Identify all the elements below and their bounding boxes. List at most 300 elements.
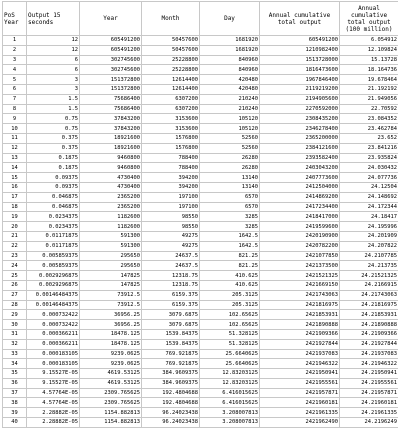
table-row <box>3 339 399 349</box>
cell-pos-year[interactable]: 38 <box>3 398 27 408</box>
cell-pos-year[interactable]: 36 <box>3 378 27 388</box>
cell-pos-year[interactable]: 16 <box>3 182 27 192</box>
cell-day[interactable]: 6.416015625 <box>200 398 260 408</box>
cell-cumulative[interactable]: 2419599600 <box>260 222 340 232</box>
cell-output[interactable]: 0.0029296875 <box>27 271 80 281</box>
cell-month[interactable]: 788400 <box>142 163 200 173</box>
cell-cumulative-100m[interactable]: 23.084352 <box>340 114 399 124</box>
cell-output[interactable]: 0.75 <box>27 114 80 124</box>
cell-cumulative[interactable]: 1967846400 <box>260 75 340 85</box>
cell-cumulative-100m[interactable]: 23.841216 <box>340 143 399 153</box>
cell-cumulative-100m[interactable]: 24.172344 <box>340 202 399 212</box>
cell-year[interactable]: 36956.25 <box>80 320 142 330</box>
cell-day[interactable]: 26280 <box>200 163 260 173</box>
cell-cumulative[interactable]: 2421077850 <box>260 251 340 261</box>
cell-year[interactable]: 2309.765625 <box>80 398 142 408</box>
cell-day[interactable]: 51.328125 <box>200 339 260 349</box>
cell-cumulative-100m[interactable]: 24.21957871 <box>340 388 399 398</box>
cell-year[interactable]: 73912.5 <box>80 300 142 310</box>
cell-output[interactable]: 0.01171875 <box>27 231 80 241</box>
cell-cumulative[interactable]: 2270592000 <box>260 104 340 114</box>
cell-year[interactable]: 302745600 <box>80 65 142 75</box>
cell-output[interactable]: 0.046875 <box>27 202 80 212</box>
cell-year[interactable]: 302745600 <box>80 55 142 65</box>
table-row <box>3 114 399 124</box>
cell-month[interactable]: 1576800 <box>142 133 200 143</box>
cell-year[interactable]: 9460800 <box>80 153 142 163</box>
table-row <box>3 36 399 46</box>
cell-pos-year[interactable]: 28 <box>3 300 27 310</box>
table-row <box>3 241 399 251</box>
cell-month[interactable]: 3079.6875 <box>142 320 200 330</box>
cell-output[interactable]: 0.00146484375 <box>27 300 80 310</box>
cell-cumulative-100m[interactable]: 19.678464 <box>340 75 399 85</box>
cell-cumulative-100m[interactable]: 24.12504 <box>340 182 399 192</box>
cell-cumulative-100m[interactable]: 24.21890888 <box>340 320 399 330</box>
cell-day[interactable]: 105120 <box>200 114 260 124</box>
cell-day[interactable]: 105120 <box>200 124 260 134</box>
cell-month[interactable]: 12614400 <box>142 84 200 94</box>
cell-pos-year[interactable]: 29 <box>3 310 27 320</box>
cell-month[interactable]: 788400 <box>142 153 200 163</box>
cell-month[interactable]: 197100 <box>142 192 200 202</box>
cell-cumulative-100m[interactable]: 24.201909 <box>340 231 399 241</box>
cell-output[interactable]: 0.375 <box>27 143 80 153</box>
cell-month[interactable]: 769.921875 <box>142 349 200 359</box>
cell-pos-year[interactable]: 31 <box>3 329 27 339</box>
cell-year[interactable]: 75686400 <box>80 94 142 104</box>
cell-month[interactable]: 12614400 <box>142 75 200 85</box>
cell-output[interactable]: 1.5 <box>27 94 80 104</box>
cell-cumulative-100m[interactable]: 24.213735 <box>340 261 399 271</box>
cell-cumulative-100m[interactable]: 23.652 <box>340 133 399 143</box>
cell-cumulative[interactable]: 2393582400 <box>260 153 340 163</box>
cell-pos-year[interactable]: 17 <box>3 192 27 202</box>
cell-pos-year[interactable]: 27 <box>3 290 27 300</box>
cell-cumulative-100m[interactable]: 12.109824 <box>340 45 399 55</box>
cell-cumulative-100m[interactable]: 24.18417 <box>340 212 399 222</box>
cell-output[interactable]: 0.00146484375 <box>27 290 80 300</box>
cell-month[interactable]: 50457600 <box>142 36 200 46</box>
cell-cumulative[interactable]: 2421743063 <box>260 290 340 300</box>
cell-year[interactable]: 591300 <box>80 231 142 241</box>
cell-cumulative[interactable]: 2421373500 <box>260 261 340 271</box>
cell-cumulative[interactable]: 2421955561 <box>260 378 340 388</box>
cell-output[interactable]: 0.000183105 <box>27 359 80 369</box>
cell-month[interactable]: 394200 <box>142 173 200 183</box>
cell-output[interactable]: 6 <box>27 55 80 65</box>
cell-day[interactable]: 3285 <box>200 212 260 222</box>
cell-month[interactable]: 25228800 <box>142 65 200 75</box>
cell-day[interactable]: 26280 <box>200 153 260 163</box>
cell-month[interactable]: 24637.5 <box>142 251 200 261</box>
cell-pos-year[interactable]: 8 <box>3 104 27 114</box>
cell-output[interactable]: 0.0234375 <box>27 212 80 222</box>
cell-month[interactable]: 192.4804688 <box>142 388 200 398</box>
cell-cumulative[interactable]: 1210982400 <box>260 45 340 55</box>
cell-cumulative[interactable]: 2308435200 <box>260 114 340 124</box>
cell-pos-year[interactable]: 32 <box>3 339 27 349</box>
table-row <box>3 280 399 290</box>
cell-day[interactable]: 102.65625 <box>200 310 260 320</box>
cell-day[interactable]: 6.416015625 <box>200 388 260 398</box>
table-row <box>3 378 399 388</box>
cell-cumulative-100m[interactable]: 24.21946322 <box>340 359 399 369</box>
cell-day[interactable]: 12.83203125 <box>200 378 260 388</box>
cell-cumulative-100m[interactable]: 24.030432 <box>340 163 399 173</box>
cell-month[interactable]: 1576800 <box>142 143 200 153</box>
cell-cumulative-100m[interactable]: 24.21937083 <box>340 349 399 359</box>
cell-output[interactable]: 4.57764E-05 <box>27 398 80 408</box>
cell-pos-year[interactable]: 25 <box>3 271 27 281</box>
cell-pos-year[interactable]: 10 <box>3 124 27 134</box>
cell-month[interactable]: 96.24023438 <box>142 418 200 428</box>
cell-month[interactable]: 384.9609375 <box>142 369 200 379</box>
cell-cumulative[interactable]: 2194905600 <box>260 94 340 104</box>
cell-output[interactable]: 0.0234375 <box>27 222 80 232</box>
cell-year[interactable]: 18478.125 <box>80 329 142 339</box>
cell-cumulative[interactable]: 2384121600 <box>260 143 340 153</box>
cell-output[interactable]: 0.000366211 <box>27 329 80 339</box>
cell-cumulative-100m[interactable]: 22.70592 <box>340 104 399 114</box>
cell-month[interactable]: 192.4804688 <box>142 398 200 408</box>
cell-day[interactable]: 6570 <box>200 192 260 202</box>
cell-day[interactable]: 12.83203125 <box>200 369 260 379</box>
cell-cumulative-100m[interactable]: 15.13728 <box>340 55 399 65</box>
cell-pos-year[interactable]: 13 <box>3 153 27 163</box>
cell-month[interactable]: 50457600 <box>142 45 200 55</box>
cell-pos-year[interactable]: 15 <box>3 173 27 183</box>
cell-month[interactable]: 6307200 <box>142 104 200 114</box>
cell-pos-year[interactable]: 22 <box>3 241 27 251</box>
cell-output[interactable]: 0.375 <box>27 133 80 143</box>
cell-day[interactable]: 13140 <box>200 173 260 183</box>
cell-month[interactable]: 6159.375 <box>142 290 200 300</box>
cell-day[interactable]: 420480 <box>200 75 260 85</box>
cell-cumulative[interactable]: 2421962490 <box>260 418 340 428</box>
cell-cumulative-100m[interactable]: 24.21521325 <box>340 271 399 281</box>
cell-day[interactable]: 821.25 <box>200 251 260 261</box>
cell-output[interactable]: 0.09375 <box>27 173 80 183</box>
cell-month[interactable]: 197100 <box>142 202 200 212</box>
cell-cumulative[interactable]: 2412504000 <box>260 182 340 192</box>
cell-cumulative-100m[interactable]: 6.054912 <box>340 36 399 46</box>
cell-year[interactable]: 151372800 <box>80 75 142 85</box>
cell-cumulative-100m[interactable]: 18.164736 <box>340 65 399 75</box>
cell-day[interactable]: 1642.5 <box>200 231 260 241</box>
cell-month[interactable]: 25228800 <box>142 55 200 65</box>
cell-pos-year[interactable]: 40 <box>3 418 27 428</box>
cell-cumulative[interactable]: 2421961335 <box>260 408 340 418</box>
cell-year[interactable]: 591300 <box>80 241 142 251</box>
cell-pos-year[interactable]: 7 <box>3 94 27 104</box>
cell-year[interactable]: 4730400 <box>80 182 142 192</box>
cell-cumulative-100m[interactable]: 24.21950941 <box>340 369 399 379</box>
table-row <box>3 192 399 202</box>
cell-cumulative[interactable]: 2421946322 <box>260 359 340 369</box>
cell-pos-year[interactable]: 6 <box>3 84 27 94</box>
cell-output[interactable]: 0.75 <box>27 124 80 134</box>
cell-cumulative[interactable]: 2421816975 <box>260 300 340 310</box>
cell-cumulative-100m[interactable]: 23.935824 <box>340 153 399 163</box>
cell-day[interactable]: 1681920 <box>200 36 260 46</box>
cell-year[interactable]: 18478.125 <box>80 339 142 349</box>
cell-year[interactable]: 1154.882813 <box>80 408 142 418</box>
cell-month[interactable]: 3079.6875 <box>142 310 200 320</box>
cell-cumulative-100m[interactable]: 21.949056 <box>340 94 399 104</box>
cell-day[interactable]: 51.328125 <box>200 329 260 339</box>
cell-cumulative[interactable]: 2421927844 <box>260 339 340 349</box>
cell-cumulative[interactable]: 2421950941 <box>260 369 340 379</box>
table-row <box>3 153 399 163</box>
cell-year[interactable]: 73912.5 <box>80 290 142 300</box>
cell-year[interactable]: 9460800 <box>80 163 142 173</box>
cell-year[interactable]: 4619.53125 <box>80 378 142 388</box>
cell-pos-year[interactable]: 1 <box>3 36 27 46</box>
cell-cumulative[interactable]: 2418417000 <box>260 212 340 222</box>
cell-year[interactable]: 18921600 <box>80 143 142 153</box>
cell-output[interactable]: 9.15527E-05 <box>27 378 80 388</box>
cell-cumulative[interactable]: 2421890888 <box>260 320 340 330</box>
cell-day[interactable]: 420480 <box>200 84 260 94</box>
cell-day[interactable]: 205.3125 <box>200 290 260 300</box>
cell-output[interactable]: 0.046875 <box>27 192 80 202</box>
cell-month[interactable]: 98550 <box>142 212 200 222</box>
cell-pos-year[interactable]: 20 <box>3 222 27 232</box>
cell-year[interactable]: 9239.0625 <box>80 349 142 359</box>
cell-day[interactable]: 52560 <box>200 133 260 143</box>
table-row <box>3 408 399 418</box>
cell-output[interactable]: 2.28882E-05 <box>27 418 80 428</box>
cell-day[interactable]: 13140 <box>200 182 260 192</box>
cell-output[interactable]: 0.000366211 <box>27 339 80 349</box>
cell-cumulative[interactable]: 2421853931 <box>260 310 340 320</box>
cell-day[interactable]: 1681920 <box>200 45 260 55</box>
cell-day[interactable]: 840960 <box>200 55 260 65</box>
cell-year[interactable]: 151372800 <box>80 84 142 94</box>
table-row <box>3 310 399 320</box>
cell-year[interactable]: 2365200 <box>80 192 142 202</box>
cell-pos-year[interactable]: 26 <box>3 280 27 290</box>
cell-output[interactable]: 0.0029296875 <box>27 280 80 290</box>
cell-year[interactable]: 2365200 <box>80 202 142 212</box>
cell-cumulative-100m[interactable]: 24.148692 <box>340 192 399 202</box>
cell-cumulative-100m[interactable]: 24.207822 <box>340 241 399 251</box>
cell-cumulative[interactable]: 2403043200 <box>260 163 340 173</box>
cell-cumulative-100m[interactable]: 24.2107785 <box>340 251 399 261</box>
cell-year[interactable]: 9239.0625 <box>80 359 142 369</box>
cell-cumulative[interactable]: 2421909366 <box>260 329 340 339</box>
cell-output[interactable]: 0.1875 <box>27 153 80 163</box>
cell-month[interactable]: 49275 <box>142 241 200 251</box>
cell-day[interactable]: 3.208007813 <box>200 418 260 428</box>
cell-output[interactable]: 0.005859375 <box>27 261 80 271</box>
cell-cumulative[interactable]: 2420190900 <box>260 231 340 241</box>
cell-year[interactable]: 37843200 <box>80 114 142 124</box>
cell-output[interactable]: 4.57764E-05 <box>27 388 80 398</box>
cell-year[interactable]: 605491200 <box>80 36 142 46</box>
cell-year[interactable]: 37843200 <box>80 124 142 134</box>
cell-cumulative-100m[interactable]: 24.195996 <box>340 222 399 232</box>
cell-day[interactable]: 3285 <box>200 222 260 232</box>
cell-cumulative[interactable]: 2421960181 <box>260 398 340 408</box>
cell-day[interactable]: 6570 <box>200 202 260 212</box>
cell-day[interactable]: 410.625 <box>200 280 260 290</box>
cell-day[interactable]: 1642.5 <box>200 241 260 251</box>
cell-year[interactable]: 1154.882813 <box>80 418 142 428</box>
cell-cumulative-100m[interactable]: 24.21955561 <box>340 378 399 388</box>
cell-cumulative-100m[interactable]: 24.21960181 <box>340 398 399 408</box>
cell-day[interactable]: 52560 <box>200 143 260 153</box>
cell-output[interactable]: 9.15527E-05 <box>27 369 80 379</box>
cell-cumulative[interactable]: 2420782200 <box>260 241 340 251</box>
cell-output[interactable]: 0.000732422 <box>27 320 80 330</box>
cell-output[interactable]: 2.28882E-05 <box>27 408 80 418</box>
cell-year[interactable]: 36956.25 <box>80 310 142 320</box>
cell-day[interactable]: 3.208007813 <box>200 408 260 418</box>
cell-pos-year[interactable]: 34 <box>3 359 27 369</box>
cell-day[interactable]: 205.3125 <box>200 300 260 310</box>
cell-pos-year[interactable]: 24 <box>3 261 27 271</box>
cell-pos-year[interactable]: 18 <box>3 202 27 212</box>
cell-cumulative[interactable]: 2421937083 <box>260 349 340 359</box>
cell-pos-year[interactable]: 2 <box>3 45 27 55</box>
cell-month[interactable]: 3153600 <box>142 114 200 124</box>
cell-cumulative-100m[interactable]: 24.21743063 <box>340 290 399 300</box>
cell-month[interactable]: 98550 <box>142 222 200 232</box>
cell-cumulative[interactable]: 2417234400 <box>260 202 340 212</box>
cell-output[interactable]: 0.000183105 <box>27 349 80 359</box>
cell-cumulative-100m[interactable]: 24.21816975 <box>340 300 399 310</box>
table-row <box>3 349 399 359</box>
table-row <box>3 388 399 398</box>
cell-month[interactable]: 1539.84375 <box>142 329 200 339</box>
cell-cumulative-100m[interactable]: 24.21909366 <box>340 329 399 339</box>
cell-month[interactable]: 12318.75 <box>142 271 200 281</box>
table-row <box>3 300 399 310</box>
cell-year[interactable]: 1182600 <box>80 212 142 222</box>
spreadsheet <box>2 1 398 437</box>
cell-year[interactable]: 18921600 <box>80 133 142 143</box>
cell-cumulative-100m[interactable]: 24.077736 <box>340 173 399 183</box>
cell-cumulative[interactable]: 2421669150 <box>260 280 340 290</box>
cell-year[interactable]: 147825 <box>80 280 142 290</box>
cell-cumulative[interactable]: 2407773600 <box>260 173 340 183</box>
cell-year[interactable]: 4619.53125 <box>80 369 142 379</box>
cell-pos-year[interactable]: 21 <box>3 231 27 241</box>
cell-output[interactable]: 3 <box>27 75 80 85</box>
cell-year[interactable]: 295650 <box>80 251 142 261</box>
cell-pos-year[interactable]: 14 <box>3 163 27 173</box>
cell-cumulative[interactable]: 2346278400 <box>260 124 340 134</box>
cell-cumulative[interactable]: 2365200000 <box>260 133 340 143</box>
cell-year[interactable]: 2309.765625 <box>80 388 142 398</box>
cell-month[interactable]: 769.921875 <box>142 359 200 369</box>
cell-year[interactable]: 1182600 <box>80 222 142 232</box>
table-row <box>3 329 399 339</box>
cell-pos-year[interactable]: 30 <box>3 320 27 330</box>
cell-cumulative-100m[interactable]: 24.2196249 <box>340 418 399 428</box>
cell-output[interactable]: 6 <box>27 65 80 75</box>
cell-pos-year[interactable]: 4 <box>3 65 27 75</box>
cell-month[interactable]: 12318.75 <box>142 280 200 290</box>
cell-pos-year[interactable]: 23 <box>3 251 27 261</box>
cell-cumulative[interactable]: 1816473600 <box>260 65 340 75</box>
cell-pos-year[interactable]: 11 <box>3 133 27 143</box>
cell-year[interactable]: 605491200 <box>80 45 142 55</box>
cell-output[interactable]: 12 <box>27 45 80 55</box>
cell-cumulative-100m[interactable]: 21.192192 <box>340 84 399 94</box>
cell-pos-year[interactable]: 35 <box>3 369 27 379</box>
cell-pos-year[interactable]: 39 <box>3 408 27 418</box>
cell-year[interactable]: 147825 <box>80 271 142 281</box>
cell-output[interactable]: 0.005859375 <box>27 251 80 261</box>
cell-day[interactable]: 25.6640625 <box>200 349 260 359</box>
cell-cumulative[interactable]: 2119219200 <box>260 84 340 94</box>
cell-cumulative[interactable]: 2421521325 <box>260 271 340 281</box>
cell-month[interactable]: 6159.375 <box>142 300 200 310</box>
header-year: Year <box>80 2 142 36</box>
cell-pos-year[interactable]: 5 <box>3 75 27 85</box>
cell-pos-year[interactable]: 33 <box>3 349 27 359</box>
cell-month[interactable]: 96.24023438 <box>142 408 200 418</box>
cell-output[interactable]: 0.01171875 <box>27 241 80 251</box>
cell-month[interactable]: 3153600 <box>142 124 200 134</box>
cell-pos-year[interactable]: 3 <box>3 55 27 65</box>
cell-year[interactable]: 4730400 <box>80 173 142 183</box>
cell-cumulative[interactable]: 2414869200 <box>260 192 340 202</box>
cell-cumulative-100m[interactable]: 24.2166915 <box>340 280 399 290</box>
cell-pos-year[interactable]: 12 <box>3 143 27 153</box>
cell-output[interactable]: 0.09375 <box>27 182 80 192</box>
cell-month[interactable]: 6307200 <box>142 94 200 104</box>
cell-cumulative-100m[interactable]: 24.21853931 <box>340 310 399 320</box>
cell-year[interactable]: 75686400 <box>80 104 142 114</box>
cell-month[interactable]: 49275 <box>142 231 200 241</box>
cell-day[interactable]: 821.25 <box>200 261 260 271</box>
table-row <box>3 55 399 65</box>
cell-pos-year[interactable]: 37 <box>3 388 27 398</box>
cell-output[interactable]: 0.000732422 <box>27 310 80 320</box>
cell-month[interactable]: 384.9609375 <box>142 378 200 388</box>
cell-year[interactable]: 295650 <box>80 261 142 271</box>
cell-day[interactable]: 25.6640625 <box>200 359 260 369</box>
table-row <box>3 212 399 222</box>
cell-day[interactable]: 102.65625 <box>200 320 260 330</box>
cell-day[interactable]: 840960 <box>200 65 260 75</box>
cell-output[interactable]: 0.1875 <box>27 163 80 173</box>
cell-month[interactable]: 394200 <box>142 182 200 192</box>
table-row <box>3 369 399 379</box>
cell-month[interactable]: 1539.84375 <box>142 339 200 349</box>
cell-cumulative-100m[interactable]: 24.21927844 <box>340 339 399 349</box>
table-row <box>3 290 399 300</box>
cell-output[interactable]: 12 <box>27 36 80 46</box>
cell-output[interactable]: 1.5 <box>27 104 80 114</box>
cell-day[interactable]: 410.625 <box>200 271 260 281</box>
cell-day[interactable]: 210240 <box>200 104 260 114</box>
cell-cumulative[interactable]: 2421957871 <box>260 388 340 398</box>
cell-cumulative-100m[interactable]: 23.462784 <box>340 124 399 134</box>
cell-cumulative-100m[interactable]: 24.21961335 <box>340 408 399 418</box>
cell-pos-year[interactable]: 19 <box>3 212 27 222</box>
cell-cumulative[interactable]: 605491200 <box>260 36 340 46</box>
cell-pos-year[interactable]: 9 <box>3 114 27 124</box>
cell-cumulative[interactable]: 1513728000 <box>260 55 340 65</box>
cell-output[interactable]: 3 <box>27 84 80 94</box>
cell-month[interactable]: 24637.5 <box>142 261 200 271</box>
cell-day[interactable]: 210240 <box>200 94 260 104</box>
